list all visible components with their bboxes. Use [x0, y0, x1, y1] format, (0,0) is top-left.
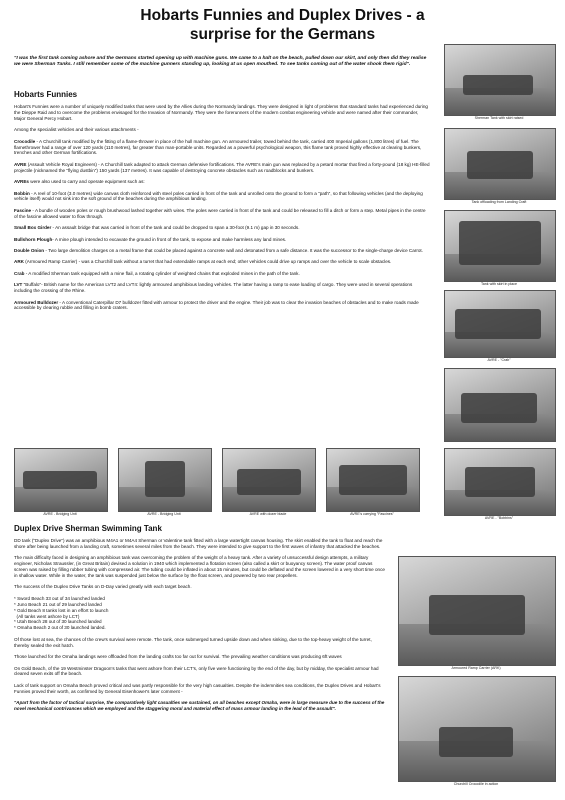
vehicle-description: - A bundle of wooden poles or rough brushwood lashed together with wires. The poles were carried in front of the tank and could be released to fill a ditch or form a step. Metal pipes in the centre of the fascine allowed water to flow through. — [14, 207, 426, 219]
vehicle-name: Double Onion — [14, 248, 45, 253]
vehicle-item — [14, 282, 430, 294]
dd-paragraph-6: On Gold Beach, of the 19 Westminster Dragoon's tanks that went ashore from their LCT's, only five were functioning by the end of the day, but by midday, the specialist armour had cleared seven exits off the beach. — [14, 665, 379, 677]
vehicle-description: - An assault bridge that was carried in front of the tank and could be dropped to span a 30-foot (9.1 m) gap in 30 seconds. — [51, 225, 300, 231]
vehicle-list — [14, 139, 430, 312]
vehicle-item — [14, 259, 430, 265]
section-heading-hobarts: Hobarts Funnies — [14, 90, 78, 99]
beach-list-item: (All tanks went ashore by LCT) — [14, 613, 80, 619]
beach-list-item: * Sword Beach 33 out of 34 launched landed — [14, 595, 105, 601]
dd-paragraph-4: Of those lost at sea, the chances of the crew's survival were remote. The tank, once submerged turned upside down and when sinking, due to the top-heavy weight of the turret, thereby sealed the exit hatch. — [14, 636, 372, 648]
photo-tank-skirt-place — [444, 210, 556, 282]
page-title — [0, 6, 565, 44]
photo-ark — [398, 556, 556, 666]
vehicle-description: - A modified Sherman tank equipped with a mine flail, a rotating cylinder of weighted chains that exploded mines in the path of the tank. — [24, 270, 300, 276]
vehicle-name: Bullshorn Plough — [14, 236, 53, 242]
hobarts-list-intro: Among the specialist vehicles and their various attachments - — [14, 127, 139, 133]
vehicle-name: LVT — [14, 282, 23, 288]
dd-paragraph-5: Those launched for the Omaha landings were offloaded from the landing crafts too far out for survival. The prevailing weather conditions was producing 6ft waves — [14, 654, 342, 660]
section-heading-dd: Duplex Drive Sherman Swimming Tank — [14, 524, 162, 533]
beach-list — [14, 596, 386, 631]
caption-ark: Armoured Ramp Carrier (ARK) — [451, 666, 501, 670]
caption-avre-fascines: AVRE's carrying "Fascines" — [350, 512, 394, 516]
vehicle-description: were also used to carry and operate equipment such as: — [28, 179, 145, 185]
photo-avre-bobbins — [444, 448, 556, 516]
dd-paragraph-3: The success of the Duplex Drive Tanks on D-Day varied greatly with each target beach. — [14, 584, 192, 590]
caption-avre-bobbins: AVRE - "Bobbins" — [484, 516, 514, 520]
hobarts-intro: Hobart's Funnies were a number of uniquely modified tanks that were used by the Allies during the Normandy landings. They were designed in light of problems that standard tanks had experienced during the Dieppe Raid and to overcome the problems envisaged for the Invasion of Normandy. They were the forerunners of the modern combat engineering vehicle and were named after their commander, Major General Percy Hobart. — [14, 104, 428, 121]
dd-paragraph-7: Lack of tank support on Omaha Beach proved critical and was partly responsible for the very high casualties. Despite the indemnities sea conditions, the Duplex Drives and Hobart's Funnies proved their worth, as confirmed by General Eisenhower's later comment - — [14, 682, 381, 694]
beach-list-item: * Utah Beach 28 out of 30 launched landed — [14, 619, 102, 625]
caption-avre-crab: AVRE - "Crab" — [487, 358, 511, 362]
vehicle-name: Bobbin — [14, 190, 30, 196]
vehicle-item — [14, 300, 430, 312]
caption-sherman-skirt: Sherman Tank with skirt raised — [474, 116, 524, 120]
vehicle-item — [14, 179, 430, 185]
photo-avre-fascines — [326, 448, 420, 512]
dd-paragraph-1: DD tank ("Duplex Drive") was an amphibious M4A1 or M4A4 Sherman or Valentine tank fitted with a large watertight canvas housing. The skirt enabled the tank to float and reach the shore after being launched from a landing craft, sometimes several miles from the beach. They were intended to give support to the first waves of infantry that attacked the beaches. — [14, 538, 383, 549]
photo-avre-bridging-2 — [118, 448, 212, 512]
vehicle-item — [14, 248, 430, 254]
photo-avre-crab-2 — [444, 368, 556, 442]
dd-body — [14, 538, 386, 717]
vehicle-item — [14, 225, 430, 231]
vehicle-item — [14, 208, 430, 220]
photo-avre-dozer — [222, 448, 316, 512]
beach-list-item: * Gold Beach 8 tanks lost in an effort to launch — [14, 607, 109, 613]
title-line-2: surprise for the Germans — [189, 26, 376, 43]
caption-crocodile: Churchill Crocodile in action — [453, 782, 499, 786]
hobarts-body — [14, 104, 430, 317]
opening-quote: "I was the first tank coming ashore and the Germans started opening up with machine guns. We came to a halt on the beach, pulled down our skirt, and only then did they realise we were Sherman Tanks. I still remember some of the machine gunners standing up, looking at us open mouthed. To see tanks coming out of the water shook them rigid". — [14, 56, 427, 68]
vehicle-description: (Armoured Ramp Carrier) - was a Churchill tank without a turret that had extendable ramps at each end; other vehicles could drive up ramps and over the vehicle to scale obstacles. — [23, 259, 392, 265]
beach-list-item: * Juno Beach 21 out of 29 launched landed — [14, 601, 102, 607]
photo-avre-crab — [444, 290, 556, 358]
vehicle-item — [14, 237, 430, 243]
closing-quote: "Apart from the factor of tactical surprise, the comparatively light casualties we sustained, on all beaches except Omaha, were in large measure due to the success of the novel mechanical contrivances which we employed and the staggering moral and material effect of mass armour landing in the lead of the assault". — [14, 700, 385, 712]
vehicle-item — [14, 191, 430, 203]
caption-avre-dozer: AVRE with dozer blade — [249, 512, 287, 516]
caption-avre-bridging: AVRE - Bridging Unit — [43, 512, 77, 516]
beach-list-item: * Omaha Beach 2 out of 30 launched landed. — [14, 625, 106, 631]
dd-paragraph-2: The main difficulty faced in designing an amphibious tank was overcoming the problem of the weight of a heavy tank. After a variety of unsuccessful design attempts, a military engineer, Nicholas Straussler, (in Great Britain) devised a solution in 1940 which implemented a flotation screen (also called a skirt or buoyancy screen). The water proof canvas screen was raised by filling rubber tubing with compressed air. The tubing could be inflated in about 15 minutes, but could be deflated and the screen lowered in a very short time once in shallow water. While in the water, the tank was suspended just below the surface by the float screen, and powered by two rear propellers. — [14, 555, 385, 579]
vehicle-item — [14, 271, 430, 277]
vehicle-name: Crocodile — [14, 138, 36, 144]
vehicle-description: - Two large demolition charges on a metal frame that could be placed against a concrete wall and detonated from a safe distance. It was the successor to the single-charge device Carrot. — [44, 248, 423, 253]
vehicle-name: Small Box Girder — [14, 225, 52, 231]
vehicle-description: - A conventional Caterpillar D7 bulldozer fitted with armour to protect the driver and the engine. Their job was to clear the invasion beaches of obstacles and to make roads made accessible by clearing rubble and filling in bomb craters. — [14, 299, 419, 311]
vehicle-name: Crab — [14, 270, 25, 276]
vehicle-description: - A reel of 10-foot (3.0 metres) wide canvas cloth reinforced with steel poles carried in front of the tank and unrolled onto the ground to form a "path", so that following vehicles (and the deploying vehicle itself) would not sink into the soft ground of the beaches during the amphibious landing. — [14, 190, 423, 202]
vehicle-description: "Buffalo"- British name for the American LVT2 and LVT4: lightly armoured amphibious landing vehicles. The latter having a ramp to ease loading of cargo. They were used in several operations including the crossing of the Rhine. — [14, 282, 413, 294]
vehicle-name: AVREs — [14, 179, 29, 185]
caption-tank-skirt-place: Tank with skirt in place — [481, 282, 517, 286]
vehicle-name: Armoured Bulldozer — [14, 299, 59, 305]
title-line-1: Hobarts Funnies and Duplex Drives - a — [140, 7, 425, 24]
caption-tank-offloading: Tank offloading from Landing Craft — [471, 200, 527, 204]
vehicle-item — [14, 139, 430, 157]
vehicle-description: - A mine plough intended to excavate the ground in front of the tank, to expose and make harmless any land mines. — [52, 236, 287, 242]
vehicle-description: - A Churchill tank modified by the fitting of a flame-thrower in place of the hull machine gun. An armoured trailer, towed behind the tank, carried 400 Imperial gallons (1,800 litres) of fuel. The flamethrower had a range of over 120 yards (110 metres), far greater than man-portable units. Regarded as a powerful psychological weapon, this flame tank proved highly effective at clearing bunkers, trenches and other German fortifications. — [14, 138, 422, 156]
vehicle-name: Fascine — [14, 207, 32, 213]
photo-crocodile — [398, 676, 556, 782]
photo-avre-bridging — [14, 448, 108, 512]
photo-tank-offloading — [444, 128, 556, 200]
caption-avre-bridging-2: AVRE - Bridging Unit — [147, 512, 181, 516]
photo-sherman-skirt — [444, 44, 556, 116]
vehicle-name: AVRE — [14, 161, 27, 167]
vehicle-item — [14, 162, 430, 174]
vehicle-name: ARK — [14, 259, 24, 265]
vehicle-description: (Assault Vehicle Royal Engineers) - A Churchill tank adapted to attack German defensive fortifications. The AVRE's main gun was replaced by a petard mortar that fired a forty-pound (18 kg) HE-filled projectile (nicknamed the "flying dustbin") 150 yards (137 metres). It was capable of destroying concrete obstacles such as roadblocks and bunkers. — [14, 161, 430, 173]
